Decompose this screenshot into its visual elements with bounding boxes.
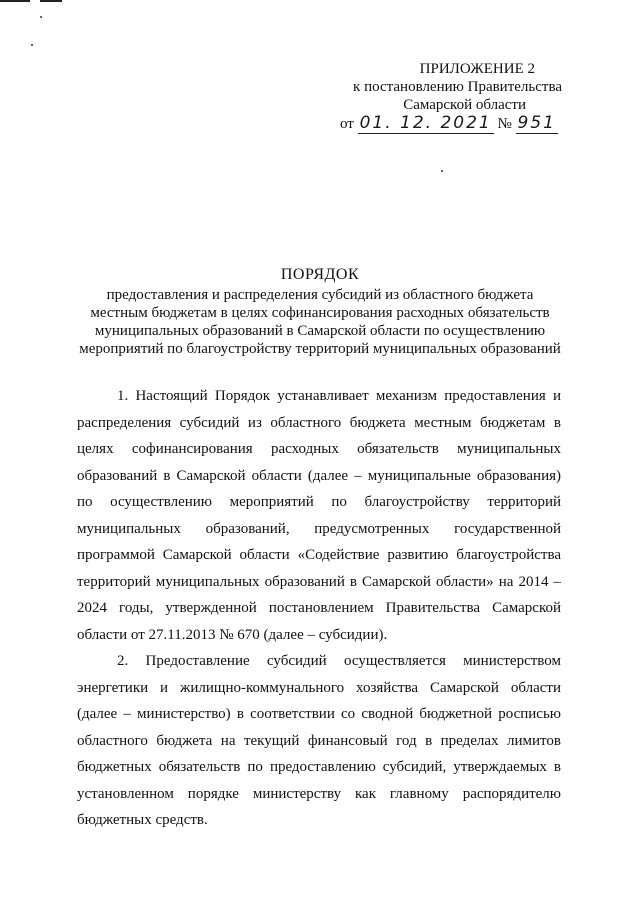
title-line: местным бюджетам в целях софинансирования расходных обязательств bbox=[90, 305, 550, 321]
scan-speck bbox=[40, 16, 42, 18]
document-title bbox=[60, 266, 580, 358]
appendix-label: ПРИЛОЖЕНИЕ 2 bbox=[419, 61, 535, 77]
title-line: муниципальных образований в Самарской области по осуществлению bbox=[94, 323, 546, 339]
paragraph-2: 2. Предоставление субсидий осуществляется министерством энергетики и жилищно-коммунального хозяйства Самарской области (далее – министерство) в соответствии со сводной бюджетной росписью областного бюджета на текущий финансовый год в пределах лимитов бюджетных обязательств по предоставлению субсидий, утверждаемых в установленном порядке министерству как главному распорядителю бюджетных средств. bbox=[77, 653, 561, 828]
scan-speck bbox=[441, 170, 443, 172]
scan-artifact-line bbox=[0, 0, 30, 2]
date-prefix: от bbox=[339, 116, 354, 132]
number-prefix: № bbox=[497, 116, 512, 132]
title-line: мероприятий по благоустройству территорий муниципальных образований bbox=[79, 341, 561, 357]
title-main: ПОРЯДОК bbox=[280, 266, 360, 283]
appendix-header bbox=[300, 60, 562, 133]
date-number-line bbox=[300, 114, 562, 133]
paragraph-1: 1. Настоящий Порядок устанавливает механизм предоставления и распределения субсидий из областного бюджета местным бюджетам в целях софинансирования расходных обязательств муниципальных образований в Самарской области (далее – муниципальные образования) по осуществлению мероприятий по благоустройству территорий муниципальных образований, предусмотренных государственной программой Самарской области «Содействие развитию благоустройства территорий муниципальных образований в Самарской области» на 2014 – 2024 годы, утвержденной постановлением Правительства Самарской области от 27.11.2013 № 670 (далее – субсидии). bbox=[77, 388, 561, 643]
document-body bbox=[77, 383, 561, 834]
handwritten-date: 01. 12. 2021 bbox=[359, 113, 492, 133]
resolution-reference: к постановлению Правительства bbox=[353, 79, 562, 95]
scan-artifact-line bbox=[40, 0, 62, 2]
scan-speck bbox=[31, 44, 33, 46]
title-line: предоставления и распределения субсидий из областного бюджета bbox=[106, 287, 534, 303]
region-name: Самарской области bbox=[403, 97, 526, 113]
handwritten-number: 951 bbox=[517, 113, 556, 133]
